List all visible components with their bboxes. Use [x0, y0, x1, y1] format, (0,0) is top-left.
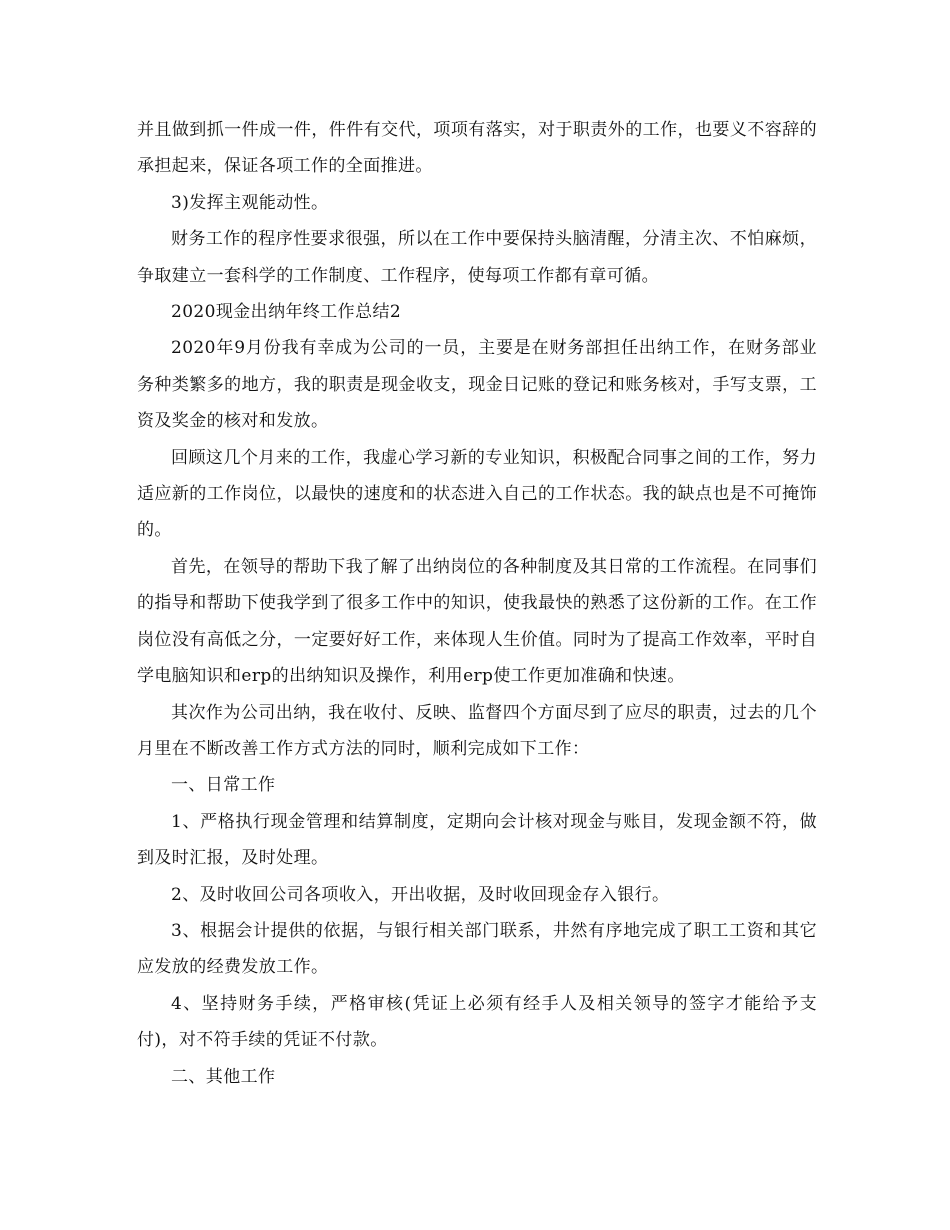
- list-item-2: 2、及时收回公司各项收入，开出收据，及时收回现金存入银行。: [171, 884, 670, 905]
- paragraph-review: 回顾这几个月来的工作，我虚心学习新的专业知识，积极配合同事之间的工作，努力适应新的工作岗位，以最快的速度和的状态进入自己的工作状态。我的缺点也是不可掩饰的。: [137, 447, 817, 541]
- document-body: [137, 112, 817, 1095]
- list-item-4: 4、坚持财务手续，严格审核(凭证上必须有经手人及相关领导的签字才能给予支付)，对不符手续的凭证不付款。: [137, 993, 817, 1051]
- paragraph-first: 首先，在领导的帮助下我了解了出纳岗位的各种制度及其日常的工作流程。在同事们的指导和帮助下使我学到了很多工作中的知识，使我最快的熟悉了这份新的工作。在工作岗位没有高低之分，一定要好好工作，来体现人生价值。同时为了提高工作效率，平时自学电脑知识和erp的出纳知识及操作，利用erp使工作更加准确和快速。: [137, 556, 817, 687]
- paragraph-continuation: 并且做到抓一件成一件，件件有交代，项项有落实，对于职责外的工作，也要义不容辞的承担起来，保证各项工作的全面推进。: [137, 120, 817, 177]
- list-item-3: 3、根据会计提供的依据，与银行相关部门联系，井然有序地完成了职工工资和其它应发放的经费发放工作。: [137, 920, 817, 978]
- paragraph-heading-initiative: 3)发挥主观能动性。: [171, 192, 329, 213]
- section-title: 2020现金出纳年终工作总结2: [171, 302, 402, 323]
- paragraph-joining: 2020年9月份我有幸成为公司的一员，主要是在财务部担任出纳工作，在财务部业务种类繁多的地方，我的职责是现金收支，现金日记账的登记和账务核对，手写支票，工资及奖金的核对和发放。: [137, 338, 817, 432]
- paragraph-second: 其次作为公司出纳，我在收付、反映、监督四个方面尽到了应尽的职责，过去的几个月里在不断改善工作方式方法的同时，顺利完成如下工作：: [137, 702, 817, 759]
- heading-other-work: 二、其他工作: [171, 1066, 276, 1087]
- paragraph-finance-procedure: 财务工作的程序性要求很强，所以在工作中要保持头脑清醒，分清主次、不怕麻烦，争取建立一套科学的工作制度、工作程序，使每项工作都有章可循。: [137, 229, 817, 286]
- list-item-1: 1、严格执行现金管理和结算制度，定期向会计核对现金与账目，发现金额不符，做到及时汇报，及时处理。: [137, 811, 817, 869]
- heading-daily-work: 一、日常工作: [171, 775, 276, 796]
